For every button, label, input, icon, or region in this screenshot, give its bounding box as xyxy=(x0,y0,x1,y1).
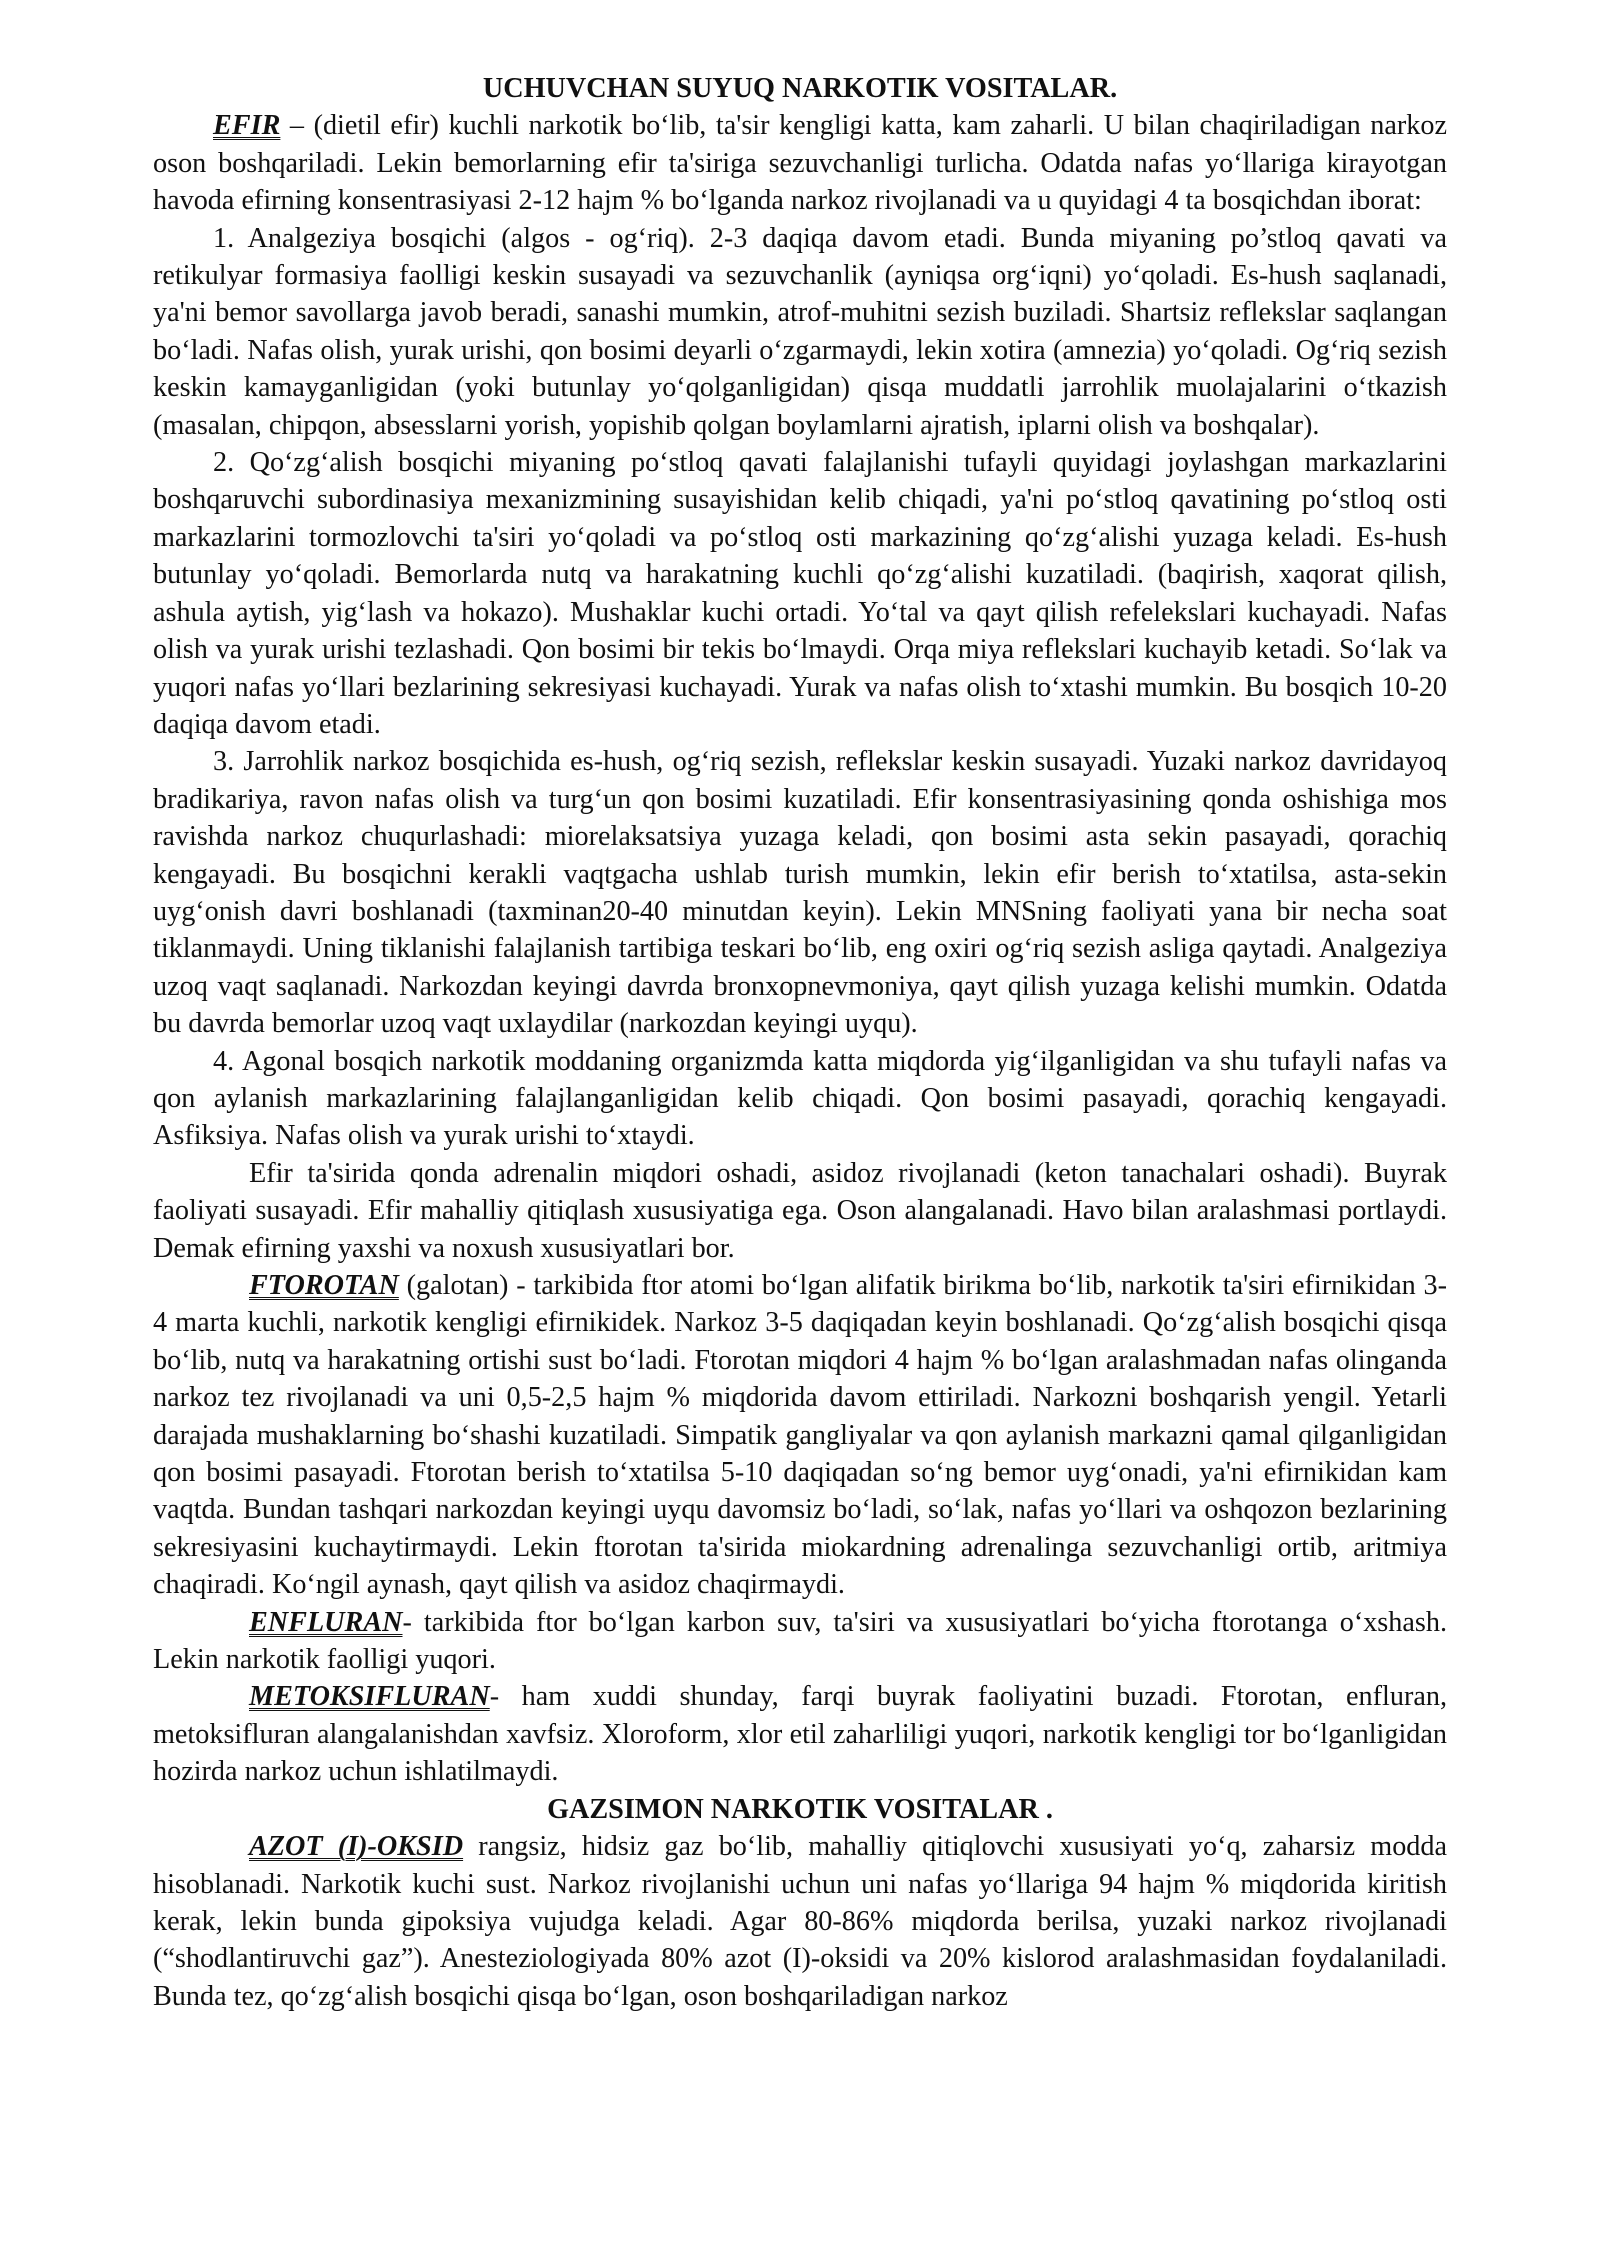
metoksifluran-text: - ham xuddi shunday, farqi buyrak faoliyatini buzadi. Ftorotan, enfluran, metoksifluran alangalanishdan xavfsiz. Xloroform, xlor etil zaharliligi yuqori, narkotik kengligi tor bo‘lganligidan hozirda narkoz uchun ishlatilmaydi. xyxy=(153,1681,1447,1788)
stage-3-paragraph: 3. Jarrohlik narkoz bosqichida es-hush, og‘riq sezish, reflekslar keskin susayadi. Yuzaki narkoz davridayoq bradikariya, ravon nafas olish va turg‘un qon bosimi kuzatiladi. Efir konsentrasiyasining qonda oshishiga mos ravishda narkoz chuqurlashadi: miorelaksatsiya yuzaga keladi, qon bosimi asta sekin pasayadi, qorachiq kengayadi. Bu bosqichni kerakli vaqtgacha ushlab turish mumkin, lekin efir berish to‘xtatilsa, asta-sekin uyg‘onish davri boshlanadi (taxminan20-40 minutdan keyin). Lekin MNSning faoliyati yana bir necha soat tiklanmaydi. Uning tiklanishi falajlanish tartibiga teskari bo‘lib, eng oxiri og‘riq sezish asliga qaytadi. Analgeziya uzoq vaqt saqlanadi. Narkozdan keyingi davrda bronxopnevmoniya, qayt qilish yuzaga kelishi mumkin. Odatda bu davrda bemorlar uzoq vaqt uxlaydilar (narkozdan keyingi uyqu). xyxy=(153,746,1447,1040)
term-azot: AZOT (I)-OKSID xyxy=(249,1831,464,1863)
paragraph-ftorotan xyxy=(153,1267,1447,1604)
efir-text: – (dietil efir) kuchli narkotik bo‘lib, ta'sir kengligi katta, kam zaharli. U bilan chaqiriladigan narkoz oson boshqariladi. Lekin bemorlarning efir ta'siriga sezuvchanligi turlicha. Odatda nafas yo‘llariga kirayotgan havoda efirning konsentrasiyasi 2-12 hajm % bo‘lganda narkoz rivojlanadi va u quyidagi 4 ta bosqichdan iborat: xyxy=(153,110,1447,217)
paragraph-azot xyxy=(153,1828,1447,2015)
term-ftorotan: FTOROTAN xyxy=(249,1270,399,1301)
azot-text: rangsiz, hidsiz gaz bo‘lib, mahalliy qitiqlovchi xususiyati yo‘q, zaharsiz modda hisoblanadi. Narkotik kuchi sust. Narkoz rivojlanishi uchun uni nafas yo‘llariga 94 hajm % miqdorida kiritish kerak, lekin bunda gipoksiya vujudga keladi. Agar 80-86% miqdorda berilsa, yuzaki narkoz rivojlanadi (“shodlantiruvchi gaz”). Anesteziologiyada 80% azot (I)-oksidi va 20% kislorod aralashmasidan foydalaniladi. Bunda tez, qo‘zg‘alish bosqichi qisqa bo‘lgan, oson boshqariladigan narkoz xyxy=(153,1831,1448,2012)
term-metoksifluran: METOKSIFLURAN xyxy=(249,1681,490,1713)
paragraph-enfluran xyxy=(153,1604,1447,1679)
stage-2-paragraph: 2. Qo‘zg‘alish bosqichi miyaning po‘stloq qavati falajlanishi tufayli quyidagi joylashgan markazlarini boshqaruvchi subordinasiya mexanizmining susayishidan kelib chiqadi, ya'ni po‘stloq qavatining po‘stloq osti markazlarini tormozlovchi ta'siri yo‘qoladi va po‘stloq osti markazining qo‘zg‘alishi yuzaga keladi. Es-hush butunlay yo‘qoladi. Bemorlarda nutq va harakatning kuchli qo‘zg‘alishi kuzatiladi. (baqirish, xaqorat qilish, ashula aytish, yig‘lash va hokazo). Mushaklar kuchi ortadi. Yo‘tal va qayt qilish refelekslari kuchayadi. Nafas olish va yurak urishi tezlashadi. Qon bosimi bir tekis bo‘lmaydi. Orqa miya reflekslari kuchayib ketadi. So‘lak va yuqori nafas yo‘llari bezlarining sekresiyasi kuchayadi. Yurak va nafas olish to‘xtashi mumkin. Bu bosqich 10-20 daqiqa davom etadi. xyxy=(153,447,1447,740)
enfluran-text: - tarkibida ftor bo‘lgan karbon suv, ta'siri va xususiyatlari bo‘yicha ftorotanga o‘xshash. Lekin narkotik faolligi yuqori. xyxy=(153,1606,1447,1676)
stage-4-paragraph: 4. Agonal bosqich narkotik moddaning organizmda katta miqdorda yig‘ilganligidan va shu tufayli nafas va qon aylanish markazlarining falajlanganligidan kelib chiqadi. Qon bosimi pasayadi, qorachiq kengayadi. Asfiksiya. Nafas olish va yurak urishi to‘xtaydi. xyxy=(153,1045,1447,1152)
document-page xyxy=(153,70,1447,2015)
stage-1-paragraph: 1. Analgeziya bosqichi (algos - og‘riq). 2-3 daqiqa davom etadi. Bunda miyaning po’stloq qavati va retikulyar formasiya faolligi keskin susayadi va sezuvchanlik (ayniqsa org‘iqni) yo‘qoladi. Es-hush saqlanadi, ya'ni bemor savollarga javob beradi, sanashi mumkin, atrof-muhitni sezish buziladi. Shartsiz reflekslar saqlangan bo‘ladi. Nafas olish, yurak urishi, qon bosimi deyarli o‘zgarmaydi, lekin xotira (amnezia) yo‘qoladi. Og‘riq sezish keskin kamayganligidan (yoki butunlay yo‘qolganligidan) qisqa muddatli jarrohlik muolajalarini o‘tkazish (masalan, chipqon, absesslarni yorish, yopishib qolgan boylamlarni ajratish, iplarni olish va boshqalar). xyxy=(153,222,1447,441)
ftorotan-text: (galotan) - tarkibida ftor atomi bo‘lgan alifatik birikma bo‘lib, narkotik ta'siri efirnikidan 3-4 marta kuchli, narkotik kengligi efirnikidek. Narkoz 3-5 daqiqadan keyin boshlanadi. Qo‘zg‘alish bosqichi qisqa bo‘lib, nutq va harakatning ortishi sust bo‘ladi. Ftorotan miqdori 4 hajm % bo‘lgan aralashmadan nafas olinganda narkoz tez rivojlanadi va uni 0,5-2,5 hajm % miqdorida davom ettiriladi. Narkozni boshqarish yengil. Yetarli darajada mushaklarning bo‘shashi kuzatiladi. Simpatik gangliyalar va qon aylanish markazni qamal qilganligidan qon bosimi pasayadi. Ftorotan berish to‘xtatilsa 5-10 daqiqadan so‘ng bemor uyg‘onadi, ya'ni efirnikidan kam vaqtda. Bundan tashqari narkozdan keyingi uyqu davomsiz bo‘ladi, so‘lak, nafas yo‘llari va oshqozon bezlarining sekresiyasini kuchaytirmaydi. Lekin ftorotan ta'sirida miokardning adrenalinga sezuvchanligi ortib, aritmiya chaqiradi. Ko‘ngil aynash, qayt qilish va asidoz chaqirmaydi. xyxy=(153,1270,1447,1601)
section-title-volatile-liquid: UCHUVCHAN SUYUQ NARKOTIK VOSITALAR. xyxy=(482,73,1118,104)
paragraph-metoksifluran xyxy=(153,1678,1447,1790)
paragraph-efir-effects: Efir ta'sirida qonda adrenalin miqdori oshadi, asidoz rivojlanadi (keton tanachalari oshadi). Buyrak faoliyati susayadi. Efir mahalliy qitiqlash xususiyatiga ega. Oson alangalanadi. Havo bilan aralashmasi portlaydi. Demak efirning yaxshi va noxush xususiyatlari bor. xyxy=(153,1157,1447,1264)
term-efir: EFIR xyxy=(213,110,281,142)
section-title-gaseous: GAZSIMON NARKOTIK VOSITALAR . xyxy=(547,1793,1053,1825)
paragraph-efir xyxy=(153,107,1447,219)
term-enfluran: ENFLURAN xyxy=(249,1606,403,1638)
